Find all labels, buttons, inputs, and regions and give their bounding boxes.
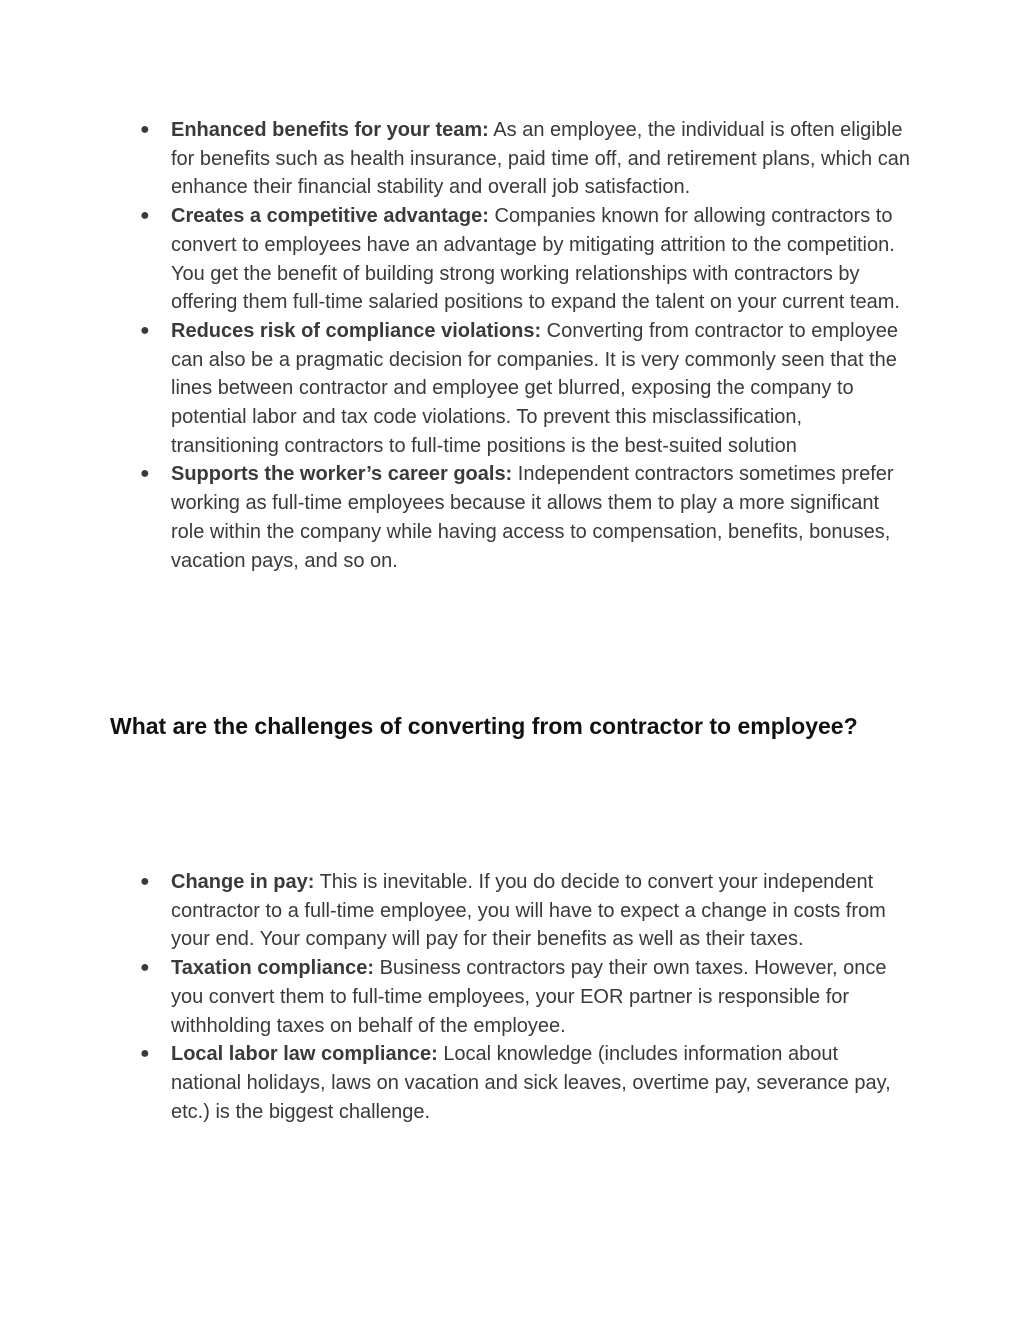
list-item-text: Converting from contractor to employee can also be a pragmatic decision for companies. It is very commonly seen that the lines between contractor and employee get blurred, exposing the company to potential labor and tax code violations. To prevent this misclassification, transitioning contractors to full-time positions is the best-suited solution xyxy=(171,319,898,457)
challenges-heading: What are the challenges of converting from contractor to employee? xyxy=(110,713,858,739)
bullet-icon: ● xyxy=(140,1045,150,1063)
list-item-term: Supports the worker’s career goals: xyxy=(171,463,513,486)
list-item xyxy=(140,868,912,954)
list-item-term: Enhanced benefits for your team: xyxy=(171,119,489,141)
bullet-icon: ● xyxy=(140,321,150,339)
benefits-list xyxy=(140,116,912,575)
list-item-text: Business contractors pay their own taxes. However, once you convert them to full-time employees, your EOR partner is responsible for withholding taxes on behalf of the employee. xyxy=(171,957,887,1037)
list-item xyxy=(140,202,912,317)
bullet-icon: ● xyxy=(140,959,150,977)
list-item-text: As an employee, the individual is often eligible for benefits such as health insurance, paid time off, and retirement plans, which can enhance their financial stability and overall job satisfaction. xyxy=(171,119,910,199)
list-item xyxy=(140,116,912,202)
bullet-icon: ● xyxy=(140,207,150,225)
bullet-icon: ● xyxy=(140,121,150,138)
list-item-term: Taxation compliance: xyxy=(171,957,375,980)
list-item-text: Companies known for allowing contractors to convert to employees have an advantage by mitigating attrition to the competition. You get the benefit of building strong working relationships with contractors by offering them full-time salaried positions to expand the talent on your current team. xyxy=(171,205,900,314)
list-item xyxy=(140,317,912,461)
list-item-text: Independent contractors sometimes prefer working as full-time employees because it allows them to play a more significant role within the company while having access to compensation, benefits, bonuses, vacation pays, and so on. xyxy=(171,463,894,572)
challenges-list xyxy=(140,868,912,1126)
list-item xyxy=(140,954,912,1040)
bullet-icon: ● xyxy=(140,465,150,483)
list-item-text: Local knowledge (includes information about national holidays, laws on vacation and sick leaves, overtime pay, severance pay, etc.) is the biggest challenge. xyxy=(171,1043,891,1123)
bullet-icon: ● xyxy=(140,873,150,890)
list-item xyxy=(140,1040,912,1126)
list-item-text: This is inevitable. If you do decide to convert your independent contractor to a full-time employee, you will have to expect a change in costs from your end. Your company will pay for their benefits as well as their taxes. xyxy=(171,871,886,951)
list-item-term: Local labor law compliance: xyxy=(171,1043,438,1066)
list-item-term: Change in pay: xyxy=(171,871,315,893)
list-item-term: Creates a competitive advantage: xyxy=(171,205,489,228)
list-item-term: Reduces risk of compliance violations: xyxy=(171,319,542,342)
list-item xyxy=(140,460,912,575)
